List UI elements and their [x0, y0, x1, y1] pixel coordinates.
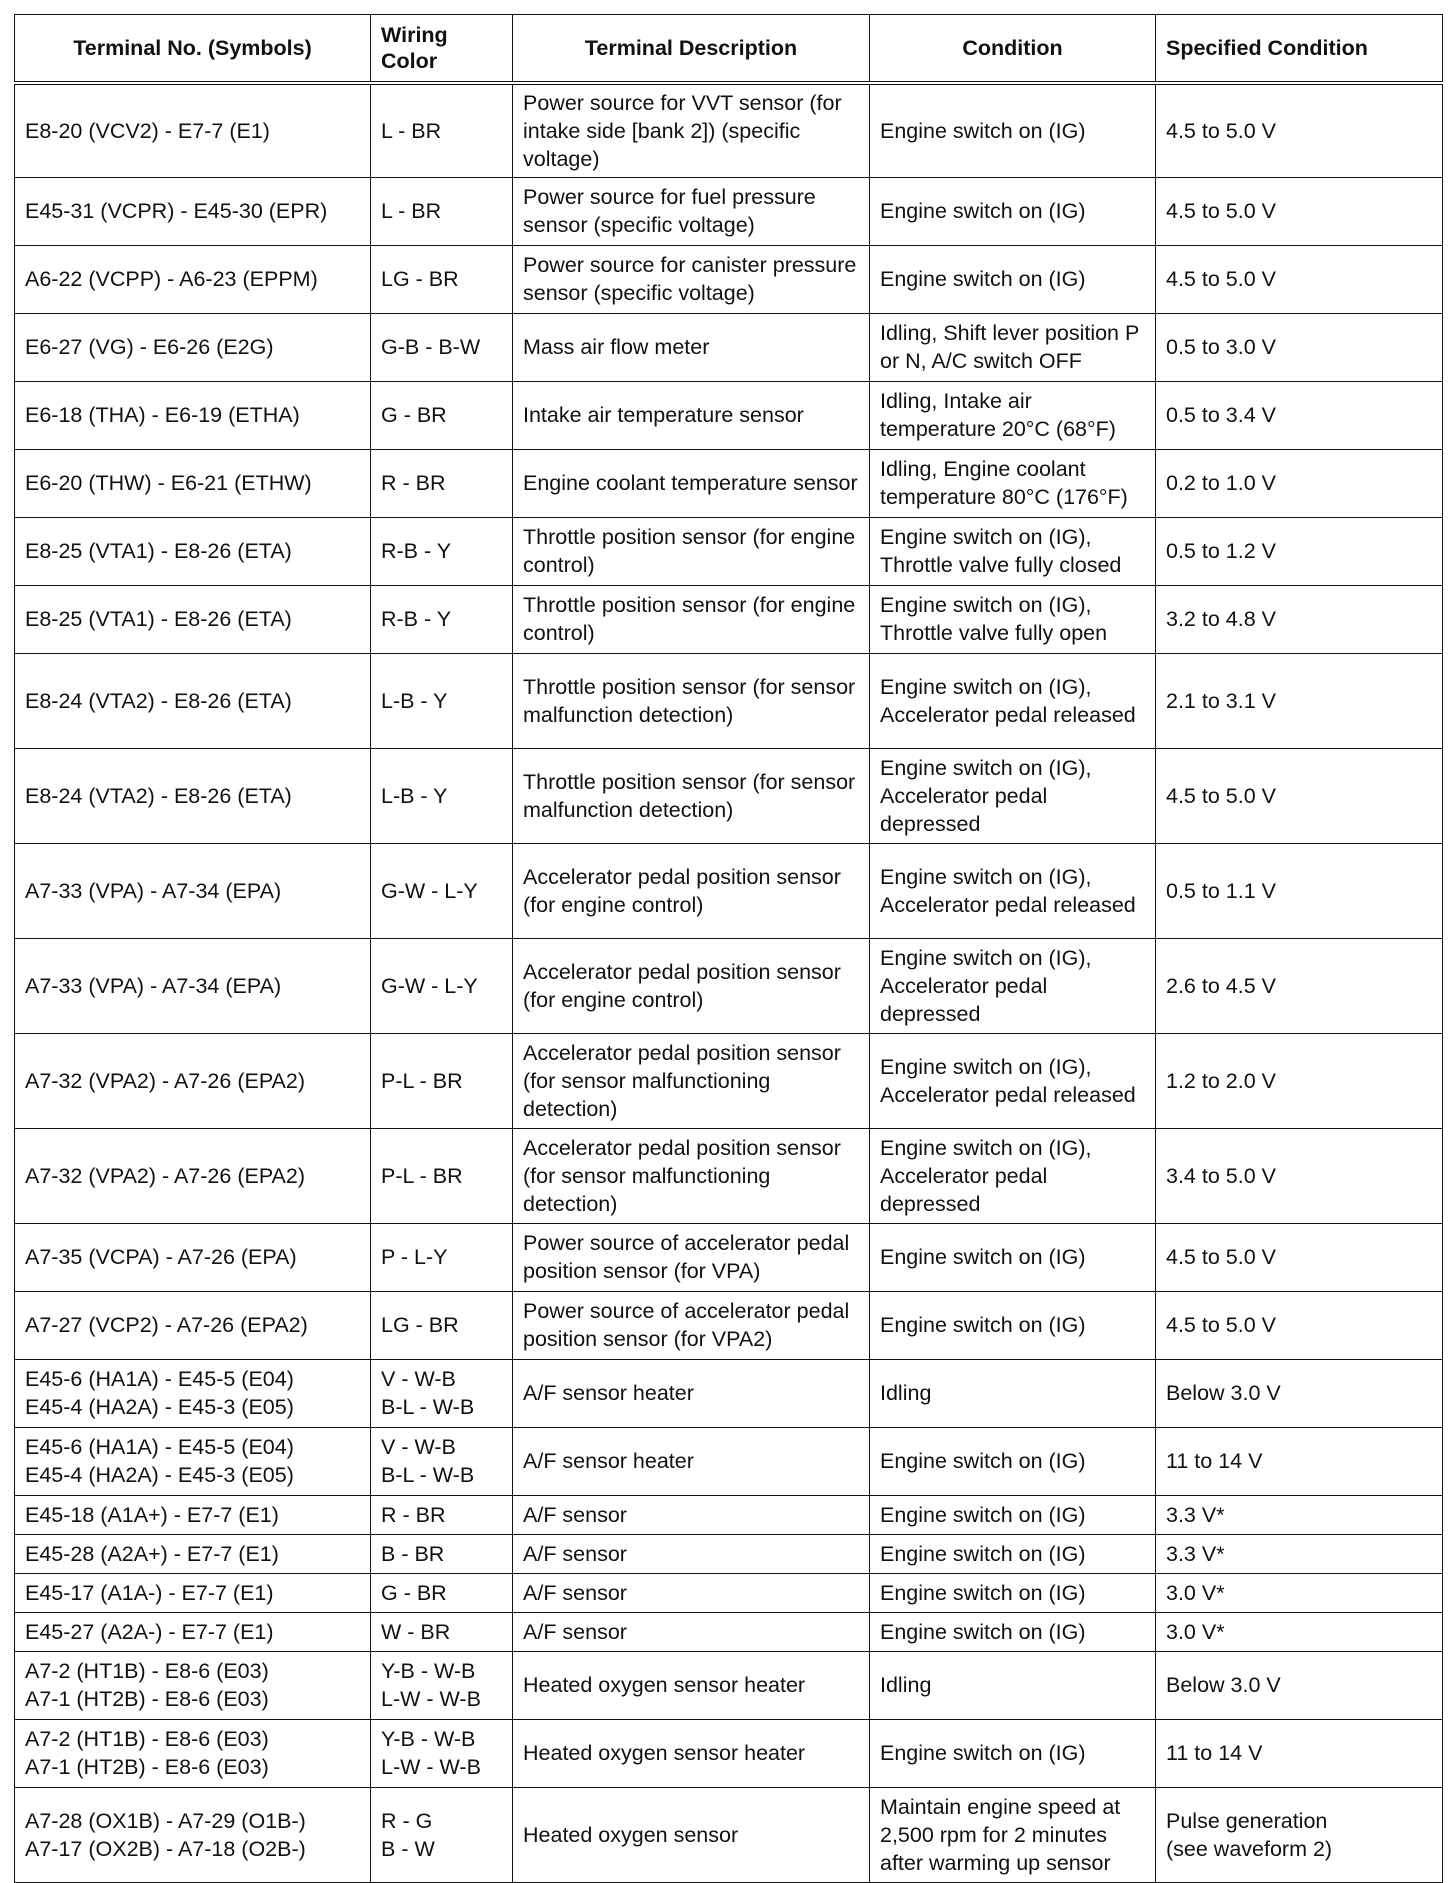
cell-description: Throttle position sensor (for sensor malfunction detection): [513, 653, 870, 748]
cell-specified: 3.3 V*: [1156, 1534, 1443, 1573]
cell-specified: 3.3 V*: [1156, 1495, 1443, 1534]
cell-condition: Idling, Shift lever position P or N, A/C switch OFF: [870, 313, 1156, 381]
cell-description: Power source for VVT sensor (for intake side [bank 2]) (specific voltage): [513, 83, 870, 177]
cell-terminal: A7-32 (VPA2) - A7-26 (EPA2): [15, 1128, 371, 1223]
cell-specified: 0.5 to 1.1 V: [1156, 843, 1443, 938]
cell-specified: 0.5 to 1.2 V: [1156, 517, 1443, 585]
cell-wiring: V - W-B B-L - W-B: [371, 1427, 513, 1495]
cell-terminal: E8-25 (VTA1) - E8-26 (ETA): [15, 517, 371, 585]
table-row: [15, 843, 1443, 938]
cell-wiring: G-W - L-Y: [371, 843, 513, 938]
cell-condition: Maintain engine speed at 2,500 rpm for 2 minutes after warming up sensor: [870, 1787, 1156, 1882]
cell-specified: 3.0 V*: [1156, 1612, 1443, 1651]
cell-condition: Idling: [870, 1651, 1156, 1719]
table-row: [15, 1787, 1443, 1882]
cell-description: Power source for fuel pressure sensor (specific voltage): [513, 177, 870, 245]
cell-wiring: B - BR: [371, 1534, 513, 1573]
cell-specified: 0.5 to 3.4 V: [1156, 381, 1443, 449]
cell-specified: 4.5 to 5.0 V: [1156, 1291, 1443, 1359]
cell-terminal: E45-18 (A1A+) - E7-7 (E1): [15, 1495, 371, 1534]
cell-terminal: E8-25 (VTA1) - E8-26 (ETA): [15, 585, 371, 653]
cell-specified: 2.1 to 3.1 V: [1156, 653, 1443, 748]
cell-terminal: A7-35 (VCPA) - A7-26 (EPA): [15, 1223, 371, 1291]
cell-condition: Engine switch on (IG), Accelerator pedal released: [870, 843, 1156, 938]
cell-terminal: E8-24 (VTA2) - E8-26 (ETA): [15, 653, 371, 748]
cell-wiring: P-L - BR: [371, 1128, 513, 1223]
cell-wiring: LG - BR: [371, 1291, 513, 1359]
cell-wiring: V - W-B B-L - W-B: [371, 1359, 513, 1427]
cell-terminal: E8-20 (VCV2) - E7-7 (E1): [15, 83, 371, 177]
cell-terminal: E45-17 (A1A-) - E7-7 (E1): [15, 1573, 371, 1612]
cell-description: A/F sensor: [513, 1534, 870, 1573]
cell-condition: Engine switch on (IG), Accelerator pedal released: [870, 1033, 1156, 1128]
cell-description: Heated oxygen sensor heater: [513, 1719, 870, 1787]
table-row: [15, 83, 1443, 177]
table-row: [15, 1359, 1443, 1427]
table-row: [15, 1223, 1443, 1291]
cell-terminal: E45-31 (VCPR) - E45-30 (EPR): [15, 177, 371, 245]
table-row: [15, 449, 1443, 517]
table-row: [15, 1719, 1443, 1787]
cell-wiring: W - BR: [371, 1612, 513, 1651]
cell-condition: Engine switch on (IG): [870, 1291, 1156, 1359]
cell-specified: 3.2 to 4.8 V: [1156, 585, 1443, 653]
table-row: [15, 1573, 1443, 1612]
cell-description: Accelerator pedal position sensor (for sensor malfunctioning detection): [513, 1033, 870, 1128]
cell-description: Engine coolant temperature sensor: [513, 449, 870, 517]
cell-condition: Engine switch on (IG): [870, 1573, 1156, 1612]
cell-wiring: G-B - B-W: [371, 313, 513, 381]
cell-specified: 4.5 to 5.0 V: [1156, 748, 1443, 843]
cell-description: Intake air temperature sensor: [513, 381, 870, 449]
cell-wiring: G-W - L-Y: [371, 938, 513, 1033]
cell-wiring: R-B - Y: [371, 517, 513, 585]
cell-specified: 0.5 to 3.0 V: [1156, 313, 1443, 381]
cell-terminal: E6-27 (VG) - E6-26 (E2G): [15, 313, 371, 381]
cell-specified: 4.5 to 5.0 V: [1156, 177, 1443, 245]
cell-description: Heated oxygen sensor: [513, 1787, 870, 1882]
cell-wiring: P-L - BR: [371, 1033, 513, 1128]
cell-description: Power source for canister pressure sensor (specific voltage): [513, 245, 870, 313]
header-specified-condition: Specified Condition: [1156, 15, 1443, 84]
cell-condition: Engine switch on (IG), Accelerator pedal released: [870, 653, 1156, 748]
cell-description: A/F sensor: [513, 1573, 870, 1612]
cell-specified: 1.2 to 2.0 V: [1156, 1033, 1443, 1128]
cell-specified: 0.2 to 1.0 V: [1156, 449, 1443, 517]
cell-condition: Engine switch on (IG), Accelerator pedal depressed: [870, 938, 1156, 1033]
cell-terminal: A7-32 (VPA2) - A7-26 (EPA2): [15, 1033, 371, 1128]
cell-description: Mass air flow meter: [513, 313, 870, 381]
table-row: [15, 1612, 1443, 1651]
table-row: [15, 1534, 1443, 1573]
table-row: [15, 1033, 1443, 1128]
header-terminal: Terminal No. (Symbols): [15, 15, 371, 84]
cell-description: Throttle position sensor (for sensor malfunction detection): [513, 748, 870, 843]
cell-wiring: L-B - Y: [371, 748, 513, 843]
cell-terminal: A6-22 (VCPP) - A6-23 (EPPM): [15, 245, 371, 313]
table-row: [15, 517, 1443, 585]
cell-wiring: P - L-Y: [371, 1223, 513, 1291]
cell-wiring: G - BR: [371, 381, 513, 449]
table-row: [15, 1651, 1443, 1719]
cell-wiring: LG - BR: [371, 245, 513, 313]
cell-condition: Engine switch on (IG): [870, 1719, 1156, 1787]
cell-condition: Engine switch on (IG): [870, 1534, 1156, 1573]
cell-terminal: E8-24 (VTA2) - E8-26 (ETA): [15, 748, 371, 843]
cell-wiring: G - BR: [371, 1573, 513, 1612]
cell-terminal: A7-2 (HT1B) - E8-6 (E03) A7-1 (HT2B) - E8-6 (E03): [15, 1719, 371, 1787]
cell-terminal: E45-27 (A2A-) - E7-7 (E1): [15, 1612, 371, 1651]
cell-condition: Engine switch on (IG): [870, 1495, 1156, 1534]
cell-condition: Engine switch on (IG), Throttle valve fully open: [870, 585, 1156, 653]
cell-condition: Engine switch on (IG): [870, 1612, 1156, 1651]
cell-terminal: A7-2 (HT1B) - E8-6 (E03) A7-1 (HT2B) - E8-6 (E03): [15, 1651, 371, 1719]
cell-wiring: L-B - Y: [371, 653, 513, 748]
cell-terminal: E6-20 (THW) - E6-21 (ETHW): [15, 449, 371, 517]
cell-condition: Engine switch on (IG), Accelerator pedal depressed: [870, 748, 1156, 843]
cell-specified: 4.5 to 5.0 V: [1156, 83, 1443, 177]
cell-specified: Below 3.0 V: [1156, 1359, 1443, 1427]
cell-condition: Engine switch on (IG): [870, 83, 1156, 177]
table-row: [15, 748, 1443, 843]
cell-specified: 3.4 to 5.0 V: [1156, 1128, 1443, 1223]
cell-description: A/F sensor heater: [513, 1359, 870, 1427]
cell-terminal: E45-28 (A2A+) - E7-7 (E1): [15, 1534, 371, 1573]
cell-description: Accelerator pedal position sensor (for sensor malfunctioning detection): [513, 1128, 870, 1223]
cell-terminal: A7-33 (VPA) - A7-34 (EPA): [15, 843, 371, 938]
cell-terminal: E6-18 (THA) - E6-19 (ETHA): [15, 381, 371, 449]
cell-condition: Idling: [870, 1359, 1156, 1427]
header-terminal-description: Terminal Description: [513, 15, 870, 84]
header-wiring-color: Wiring Color: [371, 15, 513, 84]
cell-wiring: R - BR: [371, 1495, 513, 1534]
cell-wiring: Y-B - W-B L-W - W-B: [371, 1719, 513, 1787]
cell-terminal: E45-6 (HA1A) - E45-5 (E04) E45-4 (HA2A) - E45-3 (E05): [15, 1427, 371, 1495]
cell-wiring: L - BR: [371, 177, 513, 245]
cell-condition: Engine switch on (IG): [870, 177, 1156, 245]
header-condition: Condition: [870, 15, 1156, 84]
cell-wiring: R - G B - W: [371, 1787, 513, 1882]
cell-specified: Below 3.0 V: [1156, 1651, 1443, 1719]
cell-wiring: R - BR: [371, 449, 513, 517]
cell-description: Accelerator pedal position sensor (for engine control): [513, 938, 870, 1033]
cell-condition: Idling, Intake air temperature 20°C (68°F): [870, 381, 1156, 449]
cell-wiring: Y-B - W-B L-W - W-B: [371, 1651, 513, 1719]
cell-terminal: A7-28 (OX1B) - A7-29 (O1B-) A7-17 (OX2B) - A7-18 (O2B-): [15, 1787, 371, 1882]
cell-description: Power source of accelerator pedal position sensor (for VPA2): [513, 1291, 870, 1359]
cell-specified: Pulse generation (see waveform 2): [1156, 1787, 1443, 1882]
cell-condition: Engine switch on (IG), Throttle valve fully closed: [870, 517, 1156, 585]
cell-description: Throttle position sensor (for engine control): [513, 585, 870, 653]
cell-description: Accelerator pedal position sensor (for engine control): [513, 843, 870, 938]
cell-condition: Idling, Engine coolant temperature 80°C (176°F): [870, 449, 1156, 517]
table-row: [15, 1291, 1443, 1359]
cell-specified: 11 to 14 V: [1156, 1719, 1443, 1787]
table-row: [15, 1495, 1443, 1534]
cell-description: Power source of accelerator pedal position sensor (for VPA): [513, 1223, 870, 1291]
table-row: [15, 245, 1443, 313]
cell-terminal: E45-6 (HA1A) - E45-5 (E04) E45-4 (HA2A) - E45-3 (E05): [15, 1359, 371, 1427]
table-row: [15, 1128, 1443, 1223]
header-row: [15, 15, 1443, 84]
cell-description: Throttle position sensor (for engine control): [513, 517, 870, 585]
cell-specified: 4.5 to 5.0 V: [1156, 1223, 1443, 1291]
cell-condition: Engine switch on (IG): [870, 1427, 1156, 1495]
table-row: [15, 381, 1443, 449]
cell-condition: Engine switch on (IG), Accelerator pedal depressed: [870, 1128, 1156, 1223]
table-row: [15, 653, 1443, 748]
cell-specified: 4.5 to 5.0 V: [1156, 245, 1443, 313]
table-row: [15, 1427, 1443, 1495]
cell-description: A/F sensor heater: [513, 1427, 870, 1495]
cell-terminal: A7-27 (VCP2) - A7-26 (EPA2): [15, 1291, 371, 1359]
table-row: [15, 177, 1443, 245]
cell-specified: 11 to 14 V: [1156, 1427, 1443, 1495]
cell-condition: Engine switch on (IG): [870, 245, 1156, 313]
cell-specified: 3.0 V*: [1156, 1573, 1443, 1612]
cell-terminal: A7-33 (VPA) - A7-34 (EPA): [15, 938, 371, 1033]
table-row: [15, 938, 1443, 1033]
table-body: [15, 83, 1443, 1882]
cell-specified: 2.6 to 4.5 V: [1156, 938, 1443, 1033]
cell-description: A/F sensor: [513, 1495, 870, 1534]
cell-description: Heated oxygen sensor heater: [513, 1651, 870, 1719]
terminal-table: [14, 14, 1443, 1883]
cell-wiring: L - BR: [371, 83, 513, 177]
cell-wiring: R-B - Y: [371, 585, 513, 653]
cell-description: A/F sensor: [513, 1612, 870, 1651]
table-row: [15, 313, 1443, 381]
table-row: [15, 585, 1443, 653]
cell-condition: Engine switch on (IG): [870, 1223, 1156, 1291]
